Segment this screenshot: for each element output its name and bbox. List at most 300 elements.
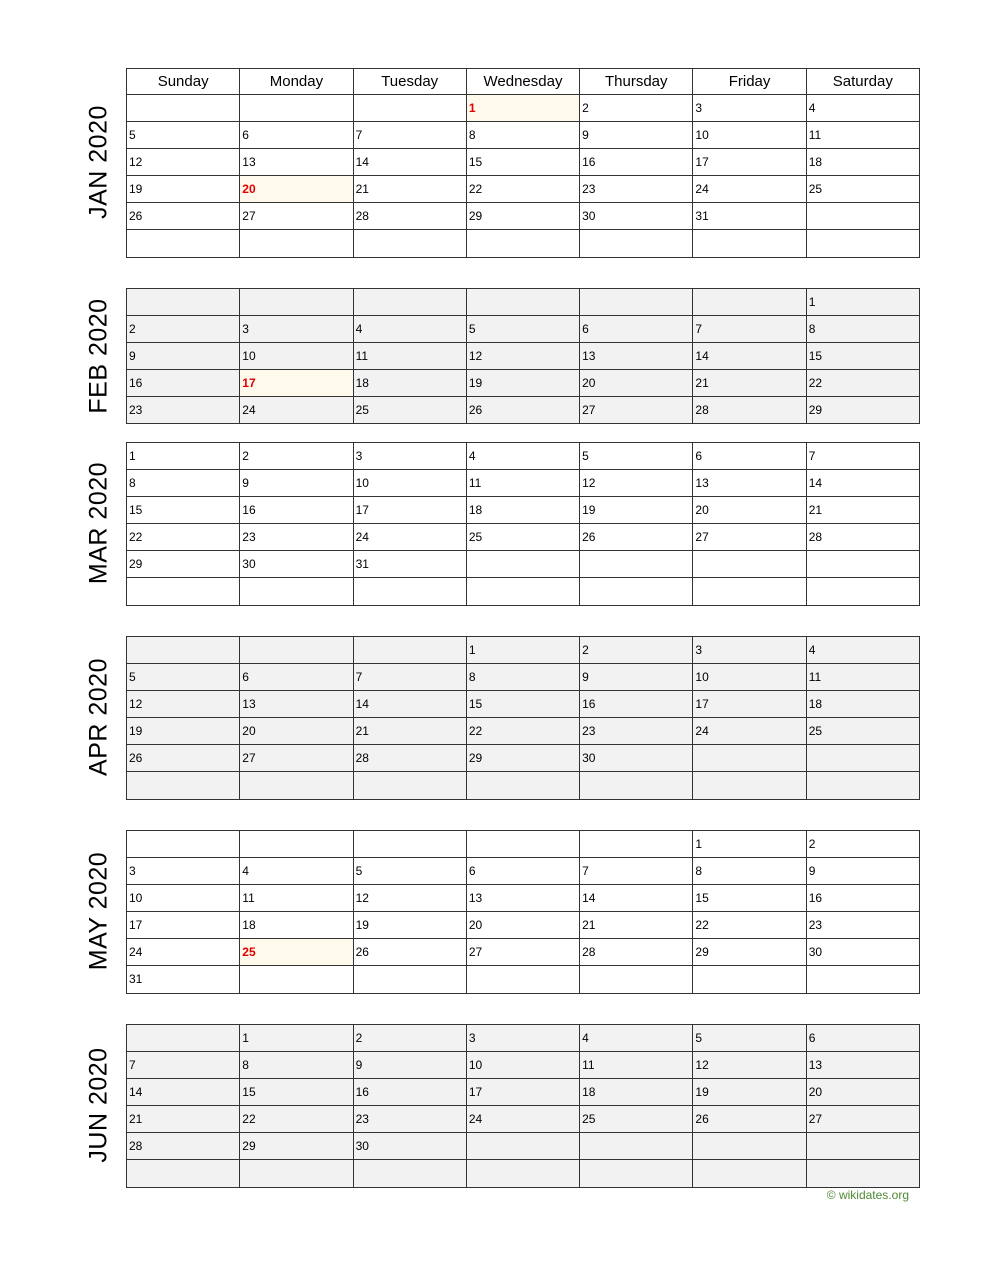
day-number: 29 [468,209,483,224]
day-number: 22 [695,918,709,933]
day-number: 4 [808,643,816,657]
day-cell [806,397,919,424]
day-number: 3 [242,322,249,337]
day-cell [466,443,579,470]
week-row [127,718,920,745]
day-cell [127,397,240,424]
day-cell [240,1133,353,1160]
day-number: 25 [242,945,256,960]
day-number: 14 [355,697,369,712]
day-number [467,551,579,558]
day-cell [127,370,240,397]
day-cell [580,443,693,470]
day-cell [353,497,466,524]
day-cell [580,397,693,424]
day-number: 6 [695,449,703,463]
day-number: 29 [242,1139,256,1154]
day-cell [353,939,466,966]
day-number: 24 [695,724,709,739]
day-number: 8 [695,864,703,879]
day-number: 13 [582,349,596,364]
day-cell [693,370,806,397]
day-cell [353,370,466,397]
day-number: 1 [129,449,136,463]
day-number: 22 [468,724,483,739]
day-number: 28 [582,945,596,960]
empty-day-cell [580,289,693,316]
empty-day-cell [240,578,353,605]
day-cell [353,1133,466,1160]
weekday-header [126,68,920,94]
day-number [127,95,239,102]
day-cell [580,497,693,524]
day-number: 24 [695,182,709,197]
day-number: 11 [808,128,822,143]
day-cell [806,1052,919,1079]
day-number: 15 [468,155,483,170]
day-cell [353,885,466,912]
week-row [127,203,920,230]
day-number: 23 [129,403,143,418]
day-cell [693,203,806,230]
day-cell [240,551,353,578]
day-number: 14 [808,476,823,491]
empty-day-cell [806,1160,919,1187]
week-row [127,343,920,370]
day-number: 21 [355,182,369,197]
day-cell [693,858,806,885]
day-number [807,966,919,973]
day-number: 20 [242,182,256,197]
day-cell [806,831,919,858]
day-number [580,1160,692,1167]
day-number: 24 [129,945,143,960]
day-cell [580,939,693,966]
day-number: 4 [582,1031,589,1045]
day-cell [806,343,919,370]
day-cell [693,831,806,858]
week-row [127,1052,920,1079]
day-number: 21 [695,376,709,391]
day-number: 28 [808,530,823,545]
day-number [580,230,692,237]
empty-day-cell [580,578,693,605]
day-cell [580,1106,693,1133]
day-number: 25 [808,182,823,197]
day-number [580,551,692,558]
day-number: 12 [355,891,369,906]
month-label: APR 2020 [84,658,113,777]
day-number: 10 [355,476,369,491]
day-number: 9 [582,670,589,685]
day-cell [240,443,353,470]
day-cell [806,1106,919,1133]
empty-day-cell [240,289,353,316]
day-number: 26 [355,945,369,960]
day-number: 20 [242,724,256,739]
day-cell [466,664,579,691]
day-number: 21 [129,1112,143,1127]
day-cell [466,912,579,939]
day-cell [580,912,693,939]
day-number: 17 [355,503,369,518]
weekday-saturday: Saturday [832,73,893,90]
day-cell [693,316,806,343]
day-cell [580,664,693,691]
day-number [354,578,466,585]
day-cell [693,397,806,424]
day-number: 25 [582,1112,596,1127]
week-row [127,551,920,578]
day-number: 17 [468,1085,483,1100]
day-number [580,772,692,779]
day-cell [806,149,919,176]
day-number: 15 [695,891,709,906]
day-number: 23 [808,918,823,933]
empty-day-cell [353,637,466,664]
week-row [127,578,920,605]
day-cell [240,524,353,551]
month-table [126,94,920,258]
day-cell [806,858,919,885]
day-number: 11 [808,670,822,685]
day-number [127,1025,239,1032]
day-cell [240,1025,353,1052]
day-number [354,95,466,102]
day-number [693,772,805,779]
day-number [240,230,352,237]
day-number: 25 [355,403,369,418]
day-cell [693,1025,806,1052]
day-number: 18 [468,503,483,518]
day-number [693,551,805,558]
day-number: 20 [695,503,709,518]
day-number [127,230,239,237]
day-number: 2 [355,1031,363,1045]
day-cell [580,1079,693,1106]
day-cell [466,1025,579,1052]
day-cell [353,316,466,343]
day-number [240,966,352,973]
day-number [580,831,692,838]
day-number: 31 [129,972,143,987]
day-cell [240,1052,353,1079]
day-number: 19 [129,182,143,197]
day-cell [806,718,919,745]
day-number: 17 [129,918,143,933]
day-number: 14 [355,155,369,170]
day-number [240,95,352,102]
day-number: 3 [695,101,703,115]
day-number: 23 [582,724,596,739]
day-cell [806,1079,919,1106]
day-cell [580,316,693,343]
week-row [127,470,920,497]
empty-day-cell [466,966,579,993]
day-number: 30 [582,209,596,224]
day-number [580,578,692,585]
day-cell [693,1106,806,1133]
day-number: 27 [695,530,709,545]
day-number: 27 [242,751,256,766]
empty-day-cell [693,289,806,316]
day-number: 5 [582,449,589,463]
day-number: 30 [355,1139,369,1154]
day-cell [240,497,353,524]
month-table [126,288,920,424]
day-number: 4 [808,101,816,115]
day-cell [806,289,919,316]
day-number: 2 [582,101,589,115]
empty-day-cell [693,1160,806,1187]
day-number: 15 [242,1085,256,1100]
day-cell [806,176,919,203]
empty-day-cell [466,230,579,257]
week-row [127,831,920,858]
month-label: MAR 2020 [84,462,113,585]
day-number: 1 [468,643,476,657]
empty-day-cell [127,289,240,316]
day-cell [693,95,806,122]
day-cell [806,664,919,691]
empty-day-cell [353,230,466,257]
day-number: 13 [468,891,483,906]
day-cell [806,370,919,397]
day-number [580,1133,692,1140]
empty-day-cell [806,966,919,993]
day-number [807,772,919,779]
day-cell [240,745,353,772]
copyright-footer: © wikidates.org [826,1188,909,1202]
empty-day-cell [353,1160,466,1187]
day-number [354,831,466,838]
month-grid-feb-2020 [126,288,920,424]
day-number: 19 [355,918,369,933]
day-number [240,772,352,779]
day-number: 9 [808,864,816,879]
day-number: 18 [582,1085,596,1100]
day-cell [466,1052,579,1079]
week-row [127,637,920,664]
day-number: 6 [242,128,249,143]
day-cell [693,1079,806,1106]
week-row [127,289,920,316]
day-number: 7 [582,864,589,879]
day-number: 13 [695,476,709,491]
day-cell [806,637,919,664]
empty-day-cell [466,831,579,858]
day-number: 13 [808,1058,823,1073]
day-number [354,966,466,973]
day-number: 3 [355,449,363,463]
day-cell [353,718,466,745]
month-label: MAY 2020 [84,852,113,971]
day-number: 27 [468,945,483,960]
month-grid-jun-2020 [126,1024,920,1188]
day-cell [353,524,466,551]
day-number: 30 [808,945,823,960]
day-number: 9 [242,476,249,491]
empty-day-cell [466,289,579,316]
day-cell [240,691,353,718]
day-cell [127,1079,240,1106]
day-number: 15 [129,503,143,518]
day-number: 21 [355,724,369,739]
day-number: 6 [808,1031,816,1045]
day-number: 12 [129,155,143,170]
day-cell [580,343,693,370]
day-number [127,772,239,779]
month-grid-mar-2020 [126,442,920,606]
day-cell [580,637,693,664]
empty-day-cell [806,578,919,605]
day-number: 17 [695,155,709,170]
weekday-friday: Friday [693,69,806,94]
day-number [580,289,692,296]
day-number: 5 [129,670,136,685]
day-number: 1 [242,1031,249,1045]
day-cell [240,149,353,176]
day-cell [806,885,919,912]
day-number [240,637,352,644]
day-cell [466,203,579,230]
day-cell [240,470,353,497]
empty-day-cell [353,578,466,605]
day-cell [466,470,579,497]
day-cell [353,397,466,424]
week-row [127,230,920,257]
day-cell [353,1025,466,1052]
week-row [127,858,920,885]
day-cell [240,885,353,912]
empty-day-cell [127,772,240,799]
day-cell [240,370,353,397]
day-cell [353,691,466,718]
day-cell [580,524,693,551]
day-cell [466,149,579,176]
day-number: 1 [695,837,703,851]
month-grid-apr-2020 [126,636,920,800]
empty-day-cell [353,966,466,993]
day-cell [580,95,693,122]
day-cell [693,149,806,176]
day-number: 28 [355,209,369,224]
empty-day-cell [127,230,240,257]
day-cell [580,122,693,149]
empty-day-cell [240,1160,353,1187]
day-number: 7 [355,670,363,685]
week-row [127,370,920,397]
day-cell [466,745,579,772]
day-cell [693,343,806,370]
day-cell [466,176,579,203]
day-cell [580,203,693,230]
empty-day-cell [806,1133,919,1160]
day-cell [127,551,240,578]
day-number: 4 [242,864,249,879]
day-number: 26 [468,403,483,418]
day-number: 17 [242,376,256,391]
day-number [467,1133,579,1140]
day-number [467,230,579,237]
day-cell [466,858,579,885]
day-number [693,966,805,973]
day-cell [693,885,806,912]
day-number: 22 [242,1112,256,1127]
day-number [467,966,579,973]
day-number: 5 [129,128,136,143]
week-row [127,885,920,912]
day-number: 24 [242,403,256,418]
day-number [807,230,919,237]
day-number: 12 [129,697,143,712]
empty-day-cell [580,551,693,578]
day-number: 8 [808,322,816,337]
day-cell [693,912,806,939]
day-cell [466,370,579,397]
day-number: 8 [468,670,476,685]
day-number: 6 [242,670,249,685]
day-number: 1 [808,295,816,309]
day-cell [580,691,693,718]
day-number: 11 [582,1058,595,1073]
day-number: 28 [129,1139,143,1154]
week-row [127,1160,920,1187]
week-row [127,1079,920,1106]
day-number: 15 [468,697,483,712]
day-number: 26 [129,751,143,766]
day-cell [240,316,353,343]
day-cell [127,858,240,885]
day-cell [693,524,806,551]
day-number [354,289,466,296]
day-cell [806,912,919,939]
day-number: 11 [355,349,369,364]
weekday-wednesday: Wednesday [467,69,580,94]
day-number [693,745,805,752]
empty-day-cell [466,551,579,578]
empty-day-cell [580,230,693,257]
day-cell [693,470,806,497]
day-cell [693,122,806,149]
month-label: JUN 2020 [84,1047,113,1163]
day-cell [693,718,806,745]
day-cell [127,122,240,149]
day-cell [127,316,240,343]
day-number: 27 [582,403,596,418]
day-number: 13 [242,155,256,170]
day-cell [466,497,579,524]
empty-day-cell [240,772,353,799]
day-cell [466,95,579,122]
day-cell [806,524,919,551]
day-cell [580,885,693,912]
week-row [127,912,920,939]
day-cell [127,203,240,230]
empty-day-cell [353,831,466,858]
day-number [693,230,805,237]
day-number: 29 [468,751,483,766]
week-row [127,95,920,122]
empty-day-cell [240,230,353,257]
day-cell [127,176,240,203]
day-cell [806,939,919,966]
day-cell [353,1052,466,1079]
day-number: 4 [468,449,476,463]
day-number: 10 [695,128,709,143]
month-table [126,442,920,606]
day-cell [240,664,353,691]
